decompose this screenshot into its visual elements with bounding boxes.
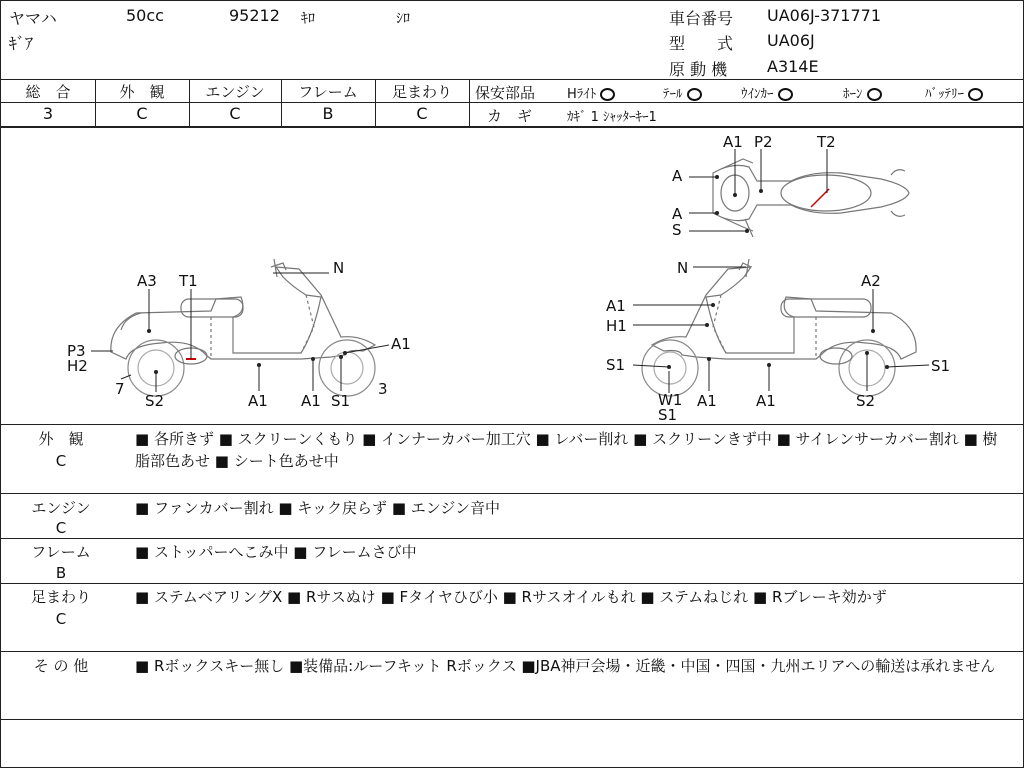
- note-exterior-grade: C: [55, 452, 67, 470]
- label-left-S1: S1: [331, 392, 351, 410]
- grade-suspension-value: C: [416, 104, 428, 123]
- grade-total-label: 総 合: [25, 83, 71, 101]
- frame-no: UA06J-371771: [767, 6, 882, 25]
- label-left-A1-floor: A1: [248, 392, 268, 410]
- label-left-S2: S2: [145, 392, 165, 410]
- note-other-category: そ の 他: [33, 657, 89, 675]
- type-label: 型 式: [669, 34, 734, 53]
- key-label: カ ギ: [487, 107, 533, 125]
- model-name: ｷﾞｱ: [9, 34, 34, 53]
- safety-winker: ｳｲﾝｶｰ: [741, 83, 793, 102]
- note-suspension-text: ■ ステムベアリングX ■ Rサスぬけ ■ Fタイヤひび小 ■ Rサスオイルもれ ■ ステムねじれ ■ Rブレーキ効かず: [135, 588, 887, 606]
- label-left-H2: H2: [67, 357, 88, 375]
- note-suspension-grade: C: [55, 610, 67, 628]
- tail-ok-icon: [687, 88, 702, 101]
- grade-engine-label: エンジン: [205, 83, 265, 101]
- label-right-A1-panel: A1: [697, 392, 717, 410]
- safety-horn: ﾎｰﾝ: [843, 83, 882, 102]
- label-right-S1-front: S1: [606, 356, 626, 374]
- grade-frame-label: フレーム: [298, 83, 358, 101]
- label-top-S: S: [672, 221, 682, 239]
- note-frame-grade: B: [55, 564, 67, 582]
- safety-tail: ﾃｰﾙ: [663, 83, 702, 102]
- label-right-S2: S2: [856, 392, 876, 410]
- note-engine-category: エンジン: [31, 499, 91, 517]
- vehicle-color: ｼﾛ: [396, 11, 410, 27]
- safety-headlight: Hﾗｲﾄ: [567, 83, 615, 102]
- note-engine-grade: C: [55, 519, 67, 537]
- label-right-A1-upper: A1: [606, 297, 626, 315]
- label-top-A1: A1: [723, 133, 743, 151]
- label-top-T2: T2: [817, 133, 836, 151]
- label-right-H1: H1: [606, 317, 627, 335]
- note-frame-text: ■ ストッパーへこみ中 ■ フレームさび中: [135, 543, 417, 561]
- horn-ok-icon: [867, 88, 882, 101]
- maker: ヤマハ: [9, 9, 57, 28]
- label-top-A-upper: A: [672, 167, 683, 185]
- safety-battery: ﾊﾞｯﾃﾘｰ: [925, 83, 983, 102]
- label-left-A1-front-panel: A1: [301, 392, 321, 410]
- grade-total-value: 3: [42, 104, 54, 123]
- displacement: 50cc: [126, 6, 164, 25]
- engine-value: A314E: [767, 57, 819, 76]
- label-left-7: 7: [115, 380, 125, 398]
- label-right-W1: W1: [658, 391, 683, 409]
- note-engine-text: ■ ファンカバー割れ ■ キック戻らず ■ エンジン音中: [135, 499, 501, 517]
- label-right-A1-floor: A1: [756, 392, 776, 410]
- lot-code: ｷﾛ: [301, 11, 315, 27]
- winker-ok-icon: [778, 88, 793, 101]
- label-right-S1-wheel: S1: [658, 406, 678, 424]
- note-exterior-text: ■ 各所きず ■ スクリーンくもり ■ インナーカバー加工穴 ■ レバー削れ ■ スクリーンきず中 ■ サイレンサーカバー割れ ■ 樹脂部色あせ ■ シート色あせ中: [135, 430, 998, 470]
- label-top-P2: P2: [754, 133, 773, 151]
- grade-engine-value: C: [229, 104, 241, 123]
- label-left-N: N: [333, 259, 345, 277]
- note-suspension-category: 足まわり: [30, 588, 91, 606]
- label-top-A-lower: A: [672, 205, 683, 223]
- grade-exterior-label: 外 観: [119, 83, 165, 101]
- grade-exterior-value: C: [136, 104, 148, 123]
- frame-no-label: 車台番号: [669, 9, 734, 28]
- note-exterior-category: 外 観: [38, 430, 84, 448]
- lot-number: 95212: [229, 6, 280, 25]
- label-right-N: N: [677, 259, 689, 277]
- label-right-A2: A2: [861, 272, 881, 290]
- grade-suspension-label: 足まわり: [391, 83, 452, 101]
- key-value: ｶｷﾞ 1 ｼｬｯﾀｰｷｰ1: [567, 110, 657, 125]
- note-other-text: ■ Rボックスキー無し ■装備品:ルーフキット Rボックス ■JBA神戸会場・近畿・中国・四国・九州エリアへの輸送は承れません: [135, 657, 996, 675]
- safety-label: 保安部品: [475, 84, 536, 102]
- label-right-S1-rear: S1: [931, 357, 951, 375]
- label-left-A3: A3: [137, 272, 157, 290]
- engine-label: 原 動 機: [669, 60, 728, 79]
- scooter-top-view: [713, 159, 909, 237]
- label-left-T1: T1: [179, 272, 198, 290]
- type-value: UA06J: [767, 31, 815, 50]
- label-left-3: 3: [378, 380, 388, 398]
- grade-frame-value: B: [322, 104, 334, 123]
- battery-ok-icon: [968, 88, 983, 101]
- note-frame-category: フレーム: [31, 543, 91, 561]
- headlight-ok-icon: [600, 88, 615, 101]
- label-left-A1-front: A1: [391, 335, 411, 353]
- label-left-P3: P3: [67, 342, 86, 360]
